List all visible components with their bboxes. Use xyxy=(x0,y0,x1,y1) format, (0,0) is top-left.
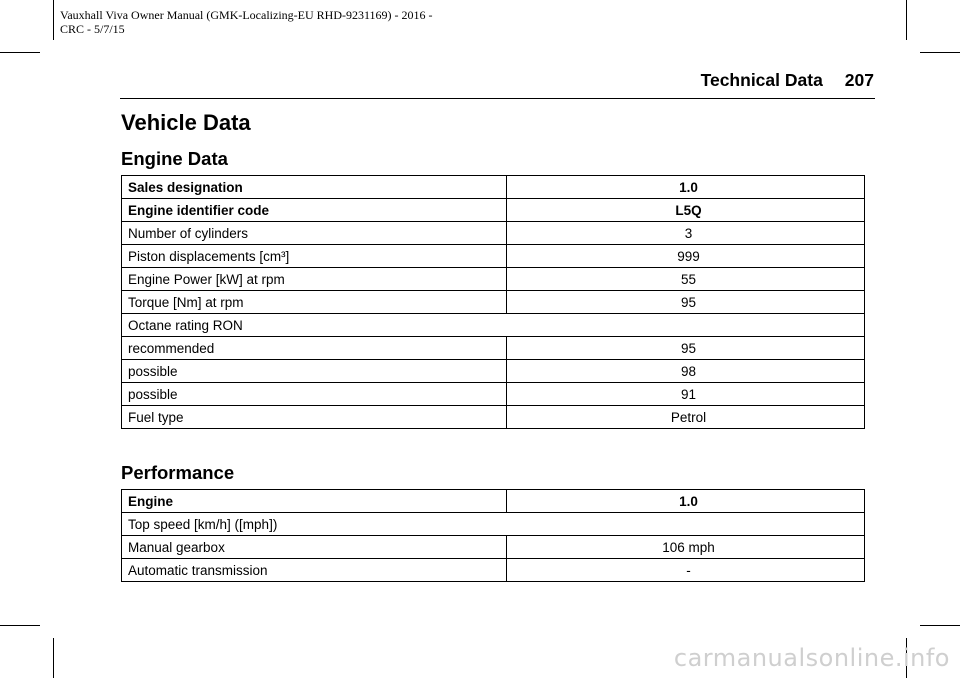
table-cell-label: possible xyxy=(122,360,507,383)
table-cell-value: 91 xyxy=(507,383,865,406)
table-row xyxy=(122,559,865,582)
table-cell-value: 999 xyxy=(507,245,865,268)
table-cell-label: Manual gearbox xyxy=(122,536,507,559)
table-cell-value: 95 xyxy=(507,291,865,314)
table-cell-label: Piston displacements [cm³] xyxy=(122,245,507,268)
watermark: carmanualsonline.info xyxy=(673,644,950,672)
table-row xyxy=(122,199,865,222)
crop-mark xyxy=(53,0,54,40)
table-row xyxy=(122,176,865,199)
performance-table xyxy=(121,489,865,582)
engine-data-table xyxy=(121,175,865,429)
table-cell-label: Torque [Nm] at rpm xyxy=(122,291,507,314)
crop-mark xyxy=(0,625,40,626)
table-cell-label: Sales designation xyxy=(122,176,507,199)
table-row xyxy=(122,222,865,245)
crop-mark xyxy=(53,638,54,678)
table-cell-value: 106 mph xyxy=(507,536,865,559)
table-cell-value: 3 xyxy=(507,222,865,245)
crop-mark xyxy=(920,625,960,626)
crop-mark xyxy=(920,52,960,53)
table-row xyxy=(122,513,865,536)
table-cell-value: 98 xyxy=(507,360,865,383)
table-cell-value: - xyxy=(507,559,865,582)
performance-title: Performance xyxy=(121,462,235,483)
table-cell-value: L5Q xyxy=(507,199,865,222)
crop-mark xyxy=(0,52,40,53)
table-cell-label: Engine identifier code xyxy=(122,199,507,222)
table-cell-label: Engine xyxy=(122,490,507,513)
table-row xyxy=(122,268,865,291)
table-row xyxy=(122,291,865,314)
table-row xyxy=(122,245,865,268)
running-head-section: Technical Data xyxy=(700,70,823,90)
table-cell-label: possible xyxy=(122,383,507,406)
table-cell-label: Number of cylinders xyxy=(122,222,507,245)
table-cell-value: Petrol xyxy=(507,406,865,429)
table-cell-value: 55 xyxy=(507,268,865,291)
table-cell-label: Fuel type xyxy=(122,406,507,429)
table-cell-value: 95 xyxy=(507,337,865,360)
table-cell-label: Octane rating RON xyxy=(122,314,865,337)
table-row xyxy=(122,536,865,559)
table-row xyxy=(122,490,865,513)
table-cell-label: Top speed [km/h] ([mph]) xyxy=(122,513,865,536)
table-cell-value: 1.0 xyxy=(507,176,865,199)
table-row xyxy=(122,360,865,383)
table-cell-label: Engine Power [kW] at rpm xyxy=(122,268,507,291)
table-row xyxy=(122,383,865,406)
page-title: Vehicle Data xyxy=(121,110,251,135)
running-head xyxy=(701,70,874,91)
document-meta xyxy=(60,8,433,36)
table-row xyxy=(122,314,865,337)
header-rule xyxy=(120,98,875,99)
doc-meta-line1: Vauxhall Viva Owner Manual (GMK-Localizing-EU RHD-9231169) - 2016 - xyxy=(60,8,433,22)
table-cell-label: Automatic transmission xyxy=(122,559,507,582)
crop-mark xyxy=(906,0,907,40)
engine-data-title: Engine Data xyxy=(121,148,228,169)
table-cell-label: recommended xyxy=(122,337,507,360)
table-cell-value: 1.0 xyxy=(507,490,865,513)
doc-meta-line2: CRC - 5/7/15 xyxy=(60,22,125,36)
table-row xyxy=(122,337,865,360)
table-row xyxy=(122,406,865,429)
page-number: 207 xyxy=(844,70,874,90)
